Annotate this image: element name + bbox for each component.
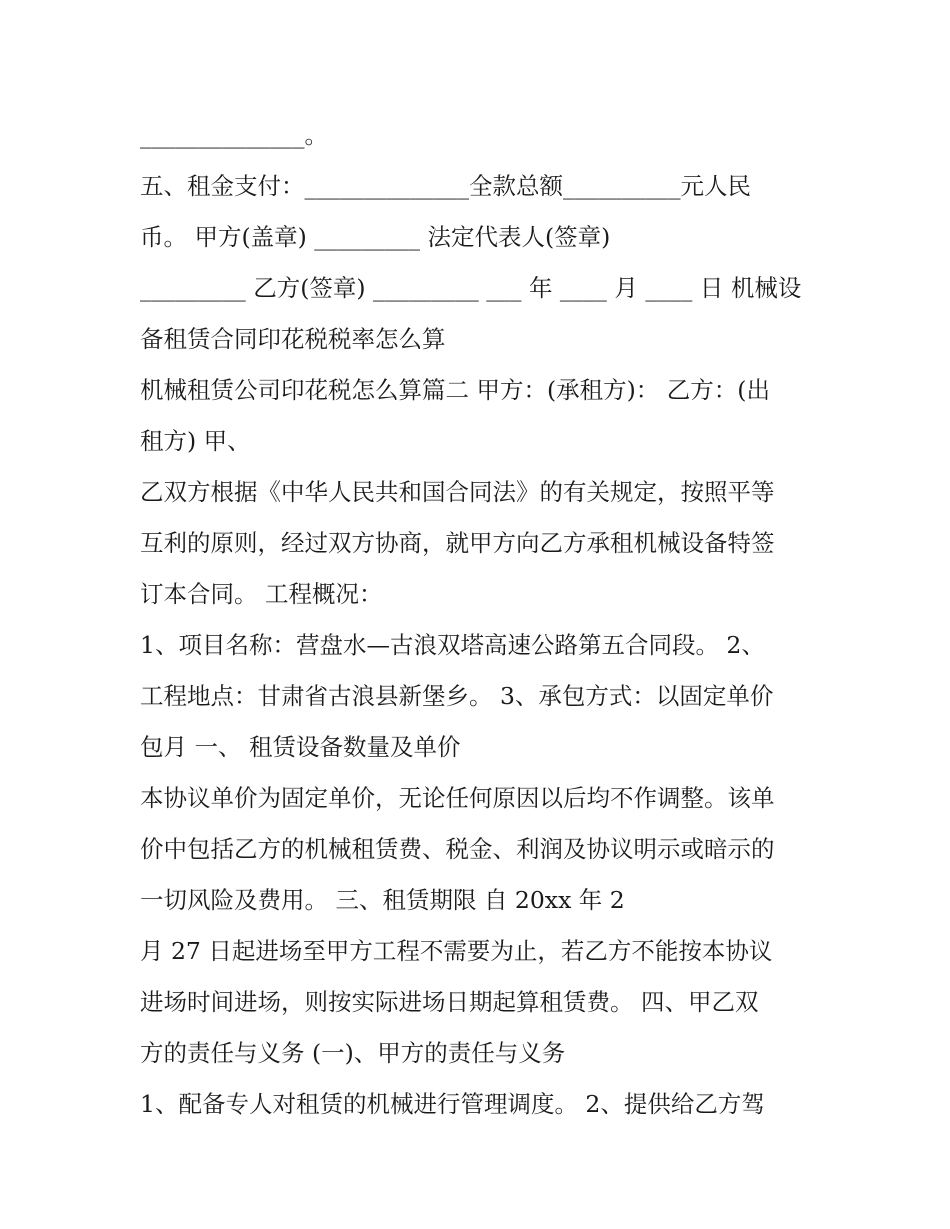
text-line: 五、租金支付：______________全款总额__________元人民 xyxy=(140,172,751,200)
text-line: 租方) 甲、 xyxy=(140,427,251,455)
text-line: 1、配备专人对租赁的机械进行管理调度。 2、提供给乙方驾 xyxy=(140,1090,765,1118)
text-line: 包月 一、 租赁设备数量及单价 xyxy=(140,733,461,761)
text-line: 方的责任与义务 (一)、甲方的责任与义务 xyxy=(140,1039,566,1067)
text-line: 互利的原则，经过双方协商，就甲方向乙方承租机械设备特签 xyxy=(140,529,775,557)
text-line: 一切风险及费用。 三、租赁期限 自 20xx 年 2 xyxy=(140,886,625,914)
text-line: 1、项目名称：营盘水—古浪双塔高速公路第五合同段。 2、 xyxy=(140,631,765,659)
text-line: 月 27 日起进场至甲方工程不需要为止，若乙方不能按本协议 xyxy=(140,937,773,965)
text-line: 价中包括乙方的机械租赁费、税金、利润及协议明示或暗示的 xyxy=(140,835,775,863)
text-line: _________ 乙方(签章) _________ ___ 年 ____ 月 ____ 日 机械设 xyxy=(140,274,802,302)
text-line: 机械租赁公司印花税怎么算篇二 甲方：(承租方)： 乙方：(出 xyxy=(140,376,770,404)
text-line: 本协议单价为固定单价，无论任何原因以后均不作调整。该单 xyxy=(140,784,775,812)
text-line: 备租赁合同印花税税率怎么算 xyxy=(140,325,446,353)
text-line: ______________。 xyxy=(140,121,328,149)
text-line: 乙双方根据《中华人民共和国合同法》的有关规定，按照平等 xyxy=(140,478,775,506)
text-line: 订本合同。 工程概况： xyxy=(140,580,383,608)
text-line: 工程地点：甘肃省古浪县新堡乡。 3、承包方式：以固定单价 xyxy=(140,682,774,710)
text-line: 进场时间进场，则按实际进场日期起算租赁费。 四、甲乙双 xyxy=(140,988,759,1016)
document-body xyxy=(140,110,830,1130)
text-line: 币。 甲方(盖章) _________ 法定代表人(签章) xyxy=(140,223,611,251)
